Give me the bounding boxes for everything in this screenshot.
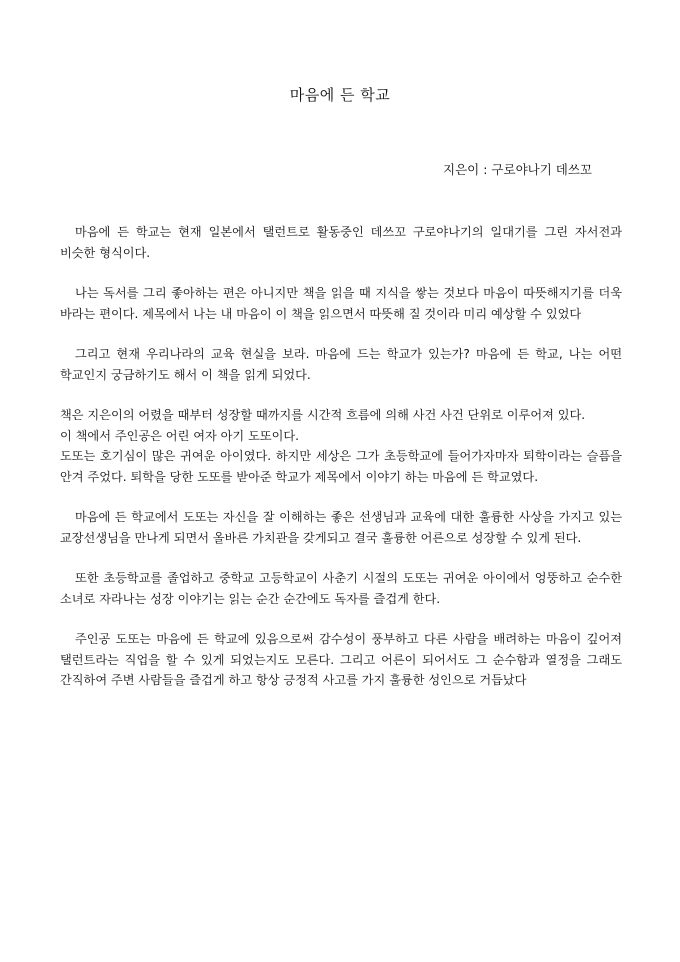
paragraph: 나는 독서를 그리 좋아하는 편은 아니지만 책을 읽을 때 지식을 쌓는 것보다 마음이 따뜻해지기를 더욱 바라는 편이다. 제목에서 나는 내 마음이 이 책을 읽으면서 따뜻해 질 것이라 미리 예상할 수 있었다 [60,286,622,321]
paragraph: 이 책에서 주인공은 어린 여자 아기 도또이다. [60,428,300,443]
paragraph: 주인공 도또는 마음에 든 학교에 있음으로써 감수성이 풍부하고 다른 사람을 배려하는 마음이 깊어져 탤런트라는 직업을 할 수 있게 되었는지도 모른다. 그리고 어른이 되어서도 그 순수함과 열정을 그래도 간직하여 주변 사람들을 즐겁게 하고 항상 긍정적 사고를 가지 훌륭한 성인으로 거듭났다 [60,632,622,687]
paragraph: 책은 지은이의 어렸을 때부터 성장할 때까지를 시간적 흐름에 의해 사건 사건 단위로 이루어져 있다. [60,408,586,422]
document-author: 지은이 : 구로야나기 데쓰꼬 [443,162,592,177]
paragraph: 도또는 호기심이 많은 귀여운 아이였다. 하지만 세상은 그가 초등학교에 들어가자마자 퇴학이라는 슬픔을 안겨 주었다. 퇴학을 당한 도또를 받아준 학교가 제목에서 이야기 하는 마음에 든 학교였다. [60,449,622,484]
paragraph: 마음에 든 학교에서 도또는 자신을 잘 이해하는 좋은 선생님과 교육에 대한 훌륭한 사상을 가지고 있는 교장선생님을 만나게 되면서 올바른 가치관을 갖게되고 결국 훌륭한 어른으로 성장할 수 있게 된다. [60,510,622,545]
document-body [60,222,622,711]
paragraph: 마음에 든 학교는 현재 일본에서 탤런트로 활동중인 데쓰꼬 구로야나기의 일대기를 그린 자서전과 비슷한 형식이다. [60,225,622,260]
document-title: 마음에 든 학교 [289,86,391,104]
paragraph: 또한 초등학교를 졸업하고 중학교 고등학교이 사춘기 시절의 도또는 귀여운 아이에서 엉뚱하고 순수한 소녀로 자라나는 성장 이야기는 읽는 순간 순간에도 독자를 즐겁게 한다. [60,571,622,606]
paragraph: 그리고 현재 우리나라의 교육 현실을 보라. 마음에 드는 학교가 있는가? 마음에 든 학교, 나는 어떤 학교인지 궁금하기도 해서 이 책을 읽게 되었다. [60,347,622,382]
